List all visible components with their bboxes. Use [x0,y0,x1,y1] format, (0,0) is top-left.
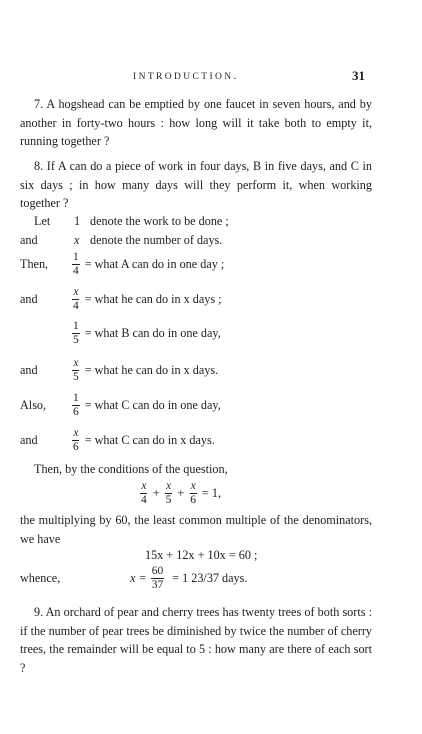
fraction: $\frac{1}{6}$ [73,392,79,418]
equals-sign: = [84,326,92,340]
fraction-line-2 [20,286,222,313]
equals-sign: = [84,398,92,412]
equation-linear: 15x + 12x + 10x = 60 ; [145,548,258,562]
fraction-line-4 [20,357,218,384]
let-line [34,214,229,229]
line-text: what he can do in x days ; [94,292,222,306]
problem-8 [20,157,372,213]
fraction: $\frac{x}{4}$ [141,480,147,506]
problem-7 [20,95,372,151]
line-label: Then, [20,257,49,271]
equals-sign: = [84,292,92,306]
multiply-paragraph [20,511,372,548]
equation-rhs: = 1, [202,486,222,500]
line-text: what C can do in one day, [94,398,221,412]
plus-sign: + [177,486,185,500]
fraction: $\frac{x}{4}$ [73,286,79,312]
x-variable: x [74,233,80,247]
let-value: 1 [74,214,81,228]
fraction-line-3 [20,320,221,347]
equals-sign: = [84,257,92,271]
problem-7-text: 7. A hogshead can be emptied by one faucet in seven hours, and by another in forty-two hours : how long will it take both to empty it, running together ? [20,97,372,148]
equals-sign: = [84,433,92,447]
page-number: 31 [352,68,365,83]
running-title: INTRODUCTION. [133,72,239,82]
fraction: $\frac{1}{4}$ [73,251,79,277]
line-label: and [20,292,38,306]
whence-label: whence, [20,571,61,585]
fraction: $\frac{60}{37}$ [151,565,164,591]
line-text: what B can do in one day, [94,326,221,340]
fraction: $\frac{1}{5}$ [73,320,79,346]
problem-9-text: 9. An orchard of pear and cherry trees has twenty trees of both sorts : if the number of pear trees be diminished by twice the number of cherry trees, the remainder will be equal to 5 : how many are there of each sort ? [20,605,372,675]
problem-8-text: 8. If A can do a piece of work in four days, B in five days, and C in six days ; in how many days will they perform it, when working together ? [20,159,372,210]
let-label: Let [34,214,51,228]
line-label: Also, [20,398,47,412]
fraction-line-1 [20,251,224,278]
fraction: $\frac{x}{5}$ [73,357,79,383]
plus-sign: + [152,486,160,500]
conditions-text: Then, by the conditions of the question, [34,462,228,476]
fraction: $\frac{x}{6}$ [73,427,79,453]
line-text: what A can do in one day ; [94,257,225,271]
fraction-line-6 [20,427,215,454]
and-label: and [20,233,38,247]
whence-lhs: x = [130,571,147,585]
fraction-line-5 [20,392,221,419]
line-text: what C can do in x days. [94,433,215,447]
equals-sign: = [84,363,92,377]
equation-sum [138,480,221,507]
x-text: denote the number of days. [90,233,223,247]
whence-rhs: = 1 23/37 days. [172,571,248,585]
line-label: and [20,363,38,377]
fraction: $\frac{x}{5}$ [165,480,172,506]
let-text: denote the work to be done ; [90,214,229,228]
multiply-text: the multiplying by 60, the least common multiple of the denominators, we have [20,513,372,546]
whence-line [20,565,247,592]
and-x-line [20,233,222,248]
line-label: and [20,433,38,447]
fraction: $\frac{x}{6}$ [190,480,196,506]
line-text: what he can do in x days. [94,363,219,377]
problem-9 [20,603,372,677]
